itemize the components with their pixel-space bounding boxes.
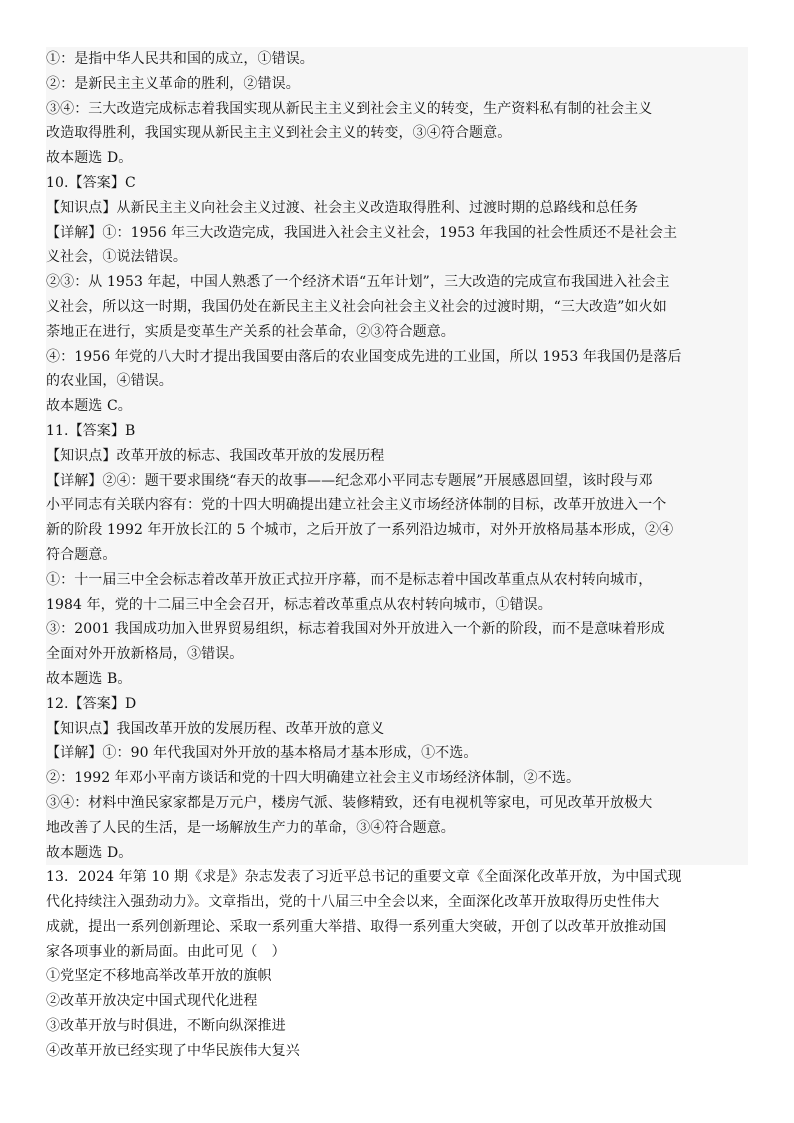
- answer-heading: 11.【答案】B: [46, 422, 136, 439]
- knowledge-point: 【知识点】改革开放的标志、我国改革开放的发展历程: [46, 447, 385, 464]
- text-line: 新的阶段 1992 年开放长江的 5 个城市，之后开放了一系列沿边城市，对外开放格局基本形成，②④: [46, 522, 674, 539]
- answer-explanations: [46, 47, 748, 865]
- question-12-explanation: [46, 692, 748, 866]
- text-line: 故本题选 D。: [46, 150, 133, 167]
- text-line: ①：是指中华人民共和国的成立，①错误。: [46, 51, 314, 67]
- text-line: ②：1992 年邓小平南方谈话和党的十四大明确建立社会主义市场经济体制，②不选。: [46, 770, 581, 787]
- question-stem: 13．2024 年第 10 期《求是》杂志发表了习近平总书记的重要文章《全面深化改革开放，为中国式现: [46, 869, 682, 886]
- knowledge-point: 【知识点】我国改革开放的发展历程、改革开放的意义: [46, 720, 385, 737]
- question-stem: 代化持续注入强劲动力》。文章指出，党的十八届三中全会以来，全面深化改革开放取得历史性伟大: [46, 894, 660, 911]
- text-line: 全面对外开放新格局，③错误。: [46, 646, 244, 663]
- question-stem: 成就，提出一系列创新理论、采取一系列重大举措、取得一系列重大突破，开创了以改革开放推动国: [46, 918, 667, 935]
- text-line: 改造取得胜利，我国实现从新民主主义到社会主义的转变，③④符合题意。: [46, 125, 512, 142]
- text-line: ③：2001 我国成功加入世界贸易组织，标志着我国对外开放进入一个新的阶段，而不是意味着形成: [46, 621, 665, 638]
- text-line: 1984 年，党的十二届三中全会召开，标志着改革重点从农村转向城市，①错误。: [46, 596, 552, 613]
- answer-heading: 12.【答案】D: [46, 695, 137, 712]
- text-line: 义社会，所以这一时期，我国仍处在新民主主义社会向社会主义社会的过渡时期，“三大改造”如火如: [46, 298, 667, 315]
- text-line: 故本题选 D。: [46, 844, 133, 861]
- text-line: 地改善了人民的生活，是一场解放生产力的革命，③④符合题意。: [46, 819, 455, 836]
- option-2: ②改革开放决定中国式现代化进程: [46, 993, 258, 1010]
- text-line: ②：是新民主主义革命的胜利，②错误。: [46, 75, 300, 92]
- option-3: ③改革开放与时俱进，不断向纵深推进: [46, 1018, 286, 1035]
- option-1: ①党坚定不移地高举改革开放的旗帜: [46, 968, 272, 985]
- text-line: 故本题选 B。: [46, 670, 132, 687]
- knowledge-point: 【知识点】从新民主主义向社会主义过渡、社会主义改造取得胜利、过渡时期的总路线和总任务: [46, 199, 639, 216]
- text-line: 符合题意。: [46, 546, 117, 563]
- text-line: ①：十一届三中全会标志着改革开放正式拉开序幕，而不是标志着中国改革重点从农村转向城市，: [46, 571, 653, 588]
- text-line: 小平同志有关联内容有：党的十四大明确提出建立社会主义市场经济体制的目标，改革开放进入一个: [46, 497, 667, 514]
- text-line: ③④：材料中渔民家家都是万元户，楼房气派、装修精致，还有电视机等家电，可见改革开放极大: [46, 794, 653, 811]
- text-line: 荼地正在进行，实质是变革生产关系的社会革命，②③符合题意。: [46, 323, 455, 340]
- option-4: ④改革开放已经实现了中华民族伟大复兴: [46, 1042, 300, 1059]
- question-10-explanation: [46, 171, 748, 419]
- text-line: 义社会，①说法错误。: [46, 249, 187, 266]
- question-11-explanation: [46, 419, 748, 692]
- text-line: 故本题选 C。: [46, 398, 132, 415]
- prev-question-explanation: [46, 47, 748, 171]
- text-line: ④：1956 年党的八大时才提出我国要由落后的农业国变成先进的工业国，所以 1953 年我国仍是落后: [46, 348, 682, 365]
- text-line: 【详解】①：1956 年三大改造完成，我国进入社会主义社会，1953 年我国的社会性质还不是社会主: [46, 224, 678, 241]
- text-line: 的农业国，④错误。: [46, 373, 173, 390]
- text-line: 【详解】①：90 年代我国对外开放的基本格局才基本形成，①不选。: [46, 745, 478, 762]
- text-line: ③④：三大改造完成标志着我国实现从新民主主义到社会主义的转变，生产资料私有制的社会主义: [46, 100, 653, 117]
- answer-heading: 10.【答案】C: [46, 174, 136, 191]
- question-13: [46, 865, 748, 1063]
- text-line: 【详解】②④：题干要求围绕“春天的故事——纪念邓小平同志专题展”开展感恩回望，该时段与邓: [46, 472, 653, 489]
- question-stem: 家各项事业的新局面。由此可见（ ）: [46, 943, 286, 960]
- text-line: ②③：从 1953 年起，中国人熟悉了一个经济术语“五年计划”，三大改造的完成宣布我国进入社会主: [46, 274, 670, 291]
